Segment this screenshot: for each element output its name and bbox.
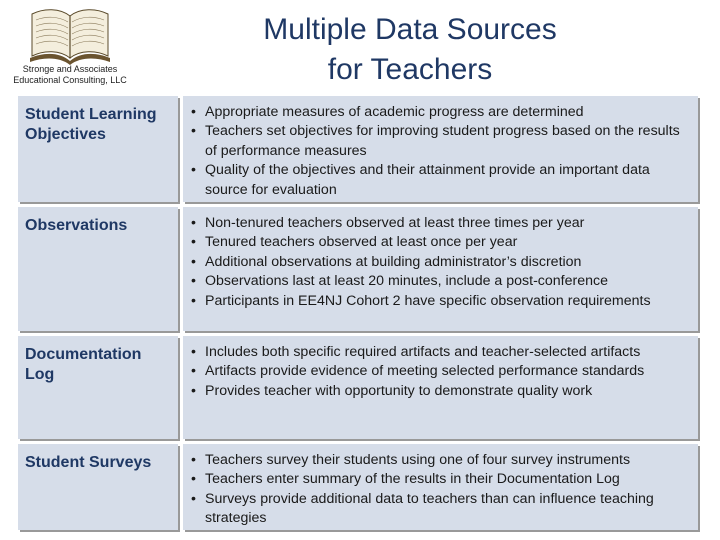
row-content [183,207,698,331]
bullet-item: • Participants in EE4NJ Cohort 2 have specific observation requirements [191,292,690,311]
row-label: Observations [18,207,178,331]
bullet-item: • Additional observations at building administrator’s discretion [191,253,690,272]
row-label: Documentation Log [18,336,178,439]
logo-text: Stronge and Associates Educational Consulting, LLC [13,64,127,85]
bullet-item: • Tenured teachers observed at least once per year [191,233,690,252]
title-line-2: for Teachers [327,53,493,86]
title-line-1: Multiple Data Sources [263,13,557,46]
row-label: Student Learning Objectives [18,96,178,202]
table-row-documentation-log [18,336,698,439]
row-content [183,444,698,530]
bullet-item: • Quality of the objectives and their attainment provide an important data source for evaluation [191,161,690,200]
row-content [183,96,698,202]
bullet-item: • Appropriate measures of academic progress are determined [191,103,690,122]
bullet-item: • Includes both specific required artifacts and teacher-selected artifacts [191,343,690,362]
bullet-item: • Teachers survey their students using one of four survey instruments [191,451,690,470]
bullet-item: • Surveys provide additional data to teachers than can influence teaching strategies [191,490,690,529]
open-book-icon [28,6,112,66]
bullet-item: • Observations last at least 20 minutes, include a post-conference [191,272,690,291]
bullet-item: • Teachers set objectives for improving student progress based on the results of performance measures [191,122,690,161]
row-label: Student Surveys [18,444,178,530]
bullet-item: • Non-tenured teachers observed at least three times per year [191,214,690,233]
table-row-observations [18,207,698,331]
page-title [200,10,620,90]
company-logo [10,6,130,94]
row-content [183,336,698,439]
data-sources-table [18,96,698,530]
table-row-student-learning-objectives [18,96,698,202]
bullet-item: • Provides teacher with opportunity to demonstrate quality work [191,382,690,401]
bullet-item: • Artifacts provide evidence of meeting selected performance standards [191,362,690,381]
bullet-item: • Teachers enter summary of the results in their Documentation Log [191,470,690,489]
table-row-student-surveys [18,444,698,530]
